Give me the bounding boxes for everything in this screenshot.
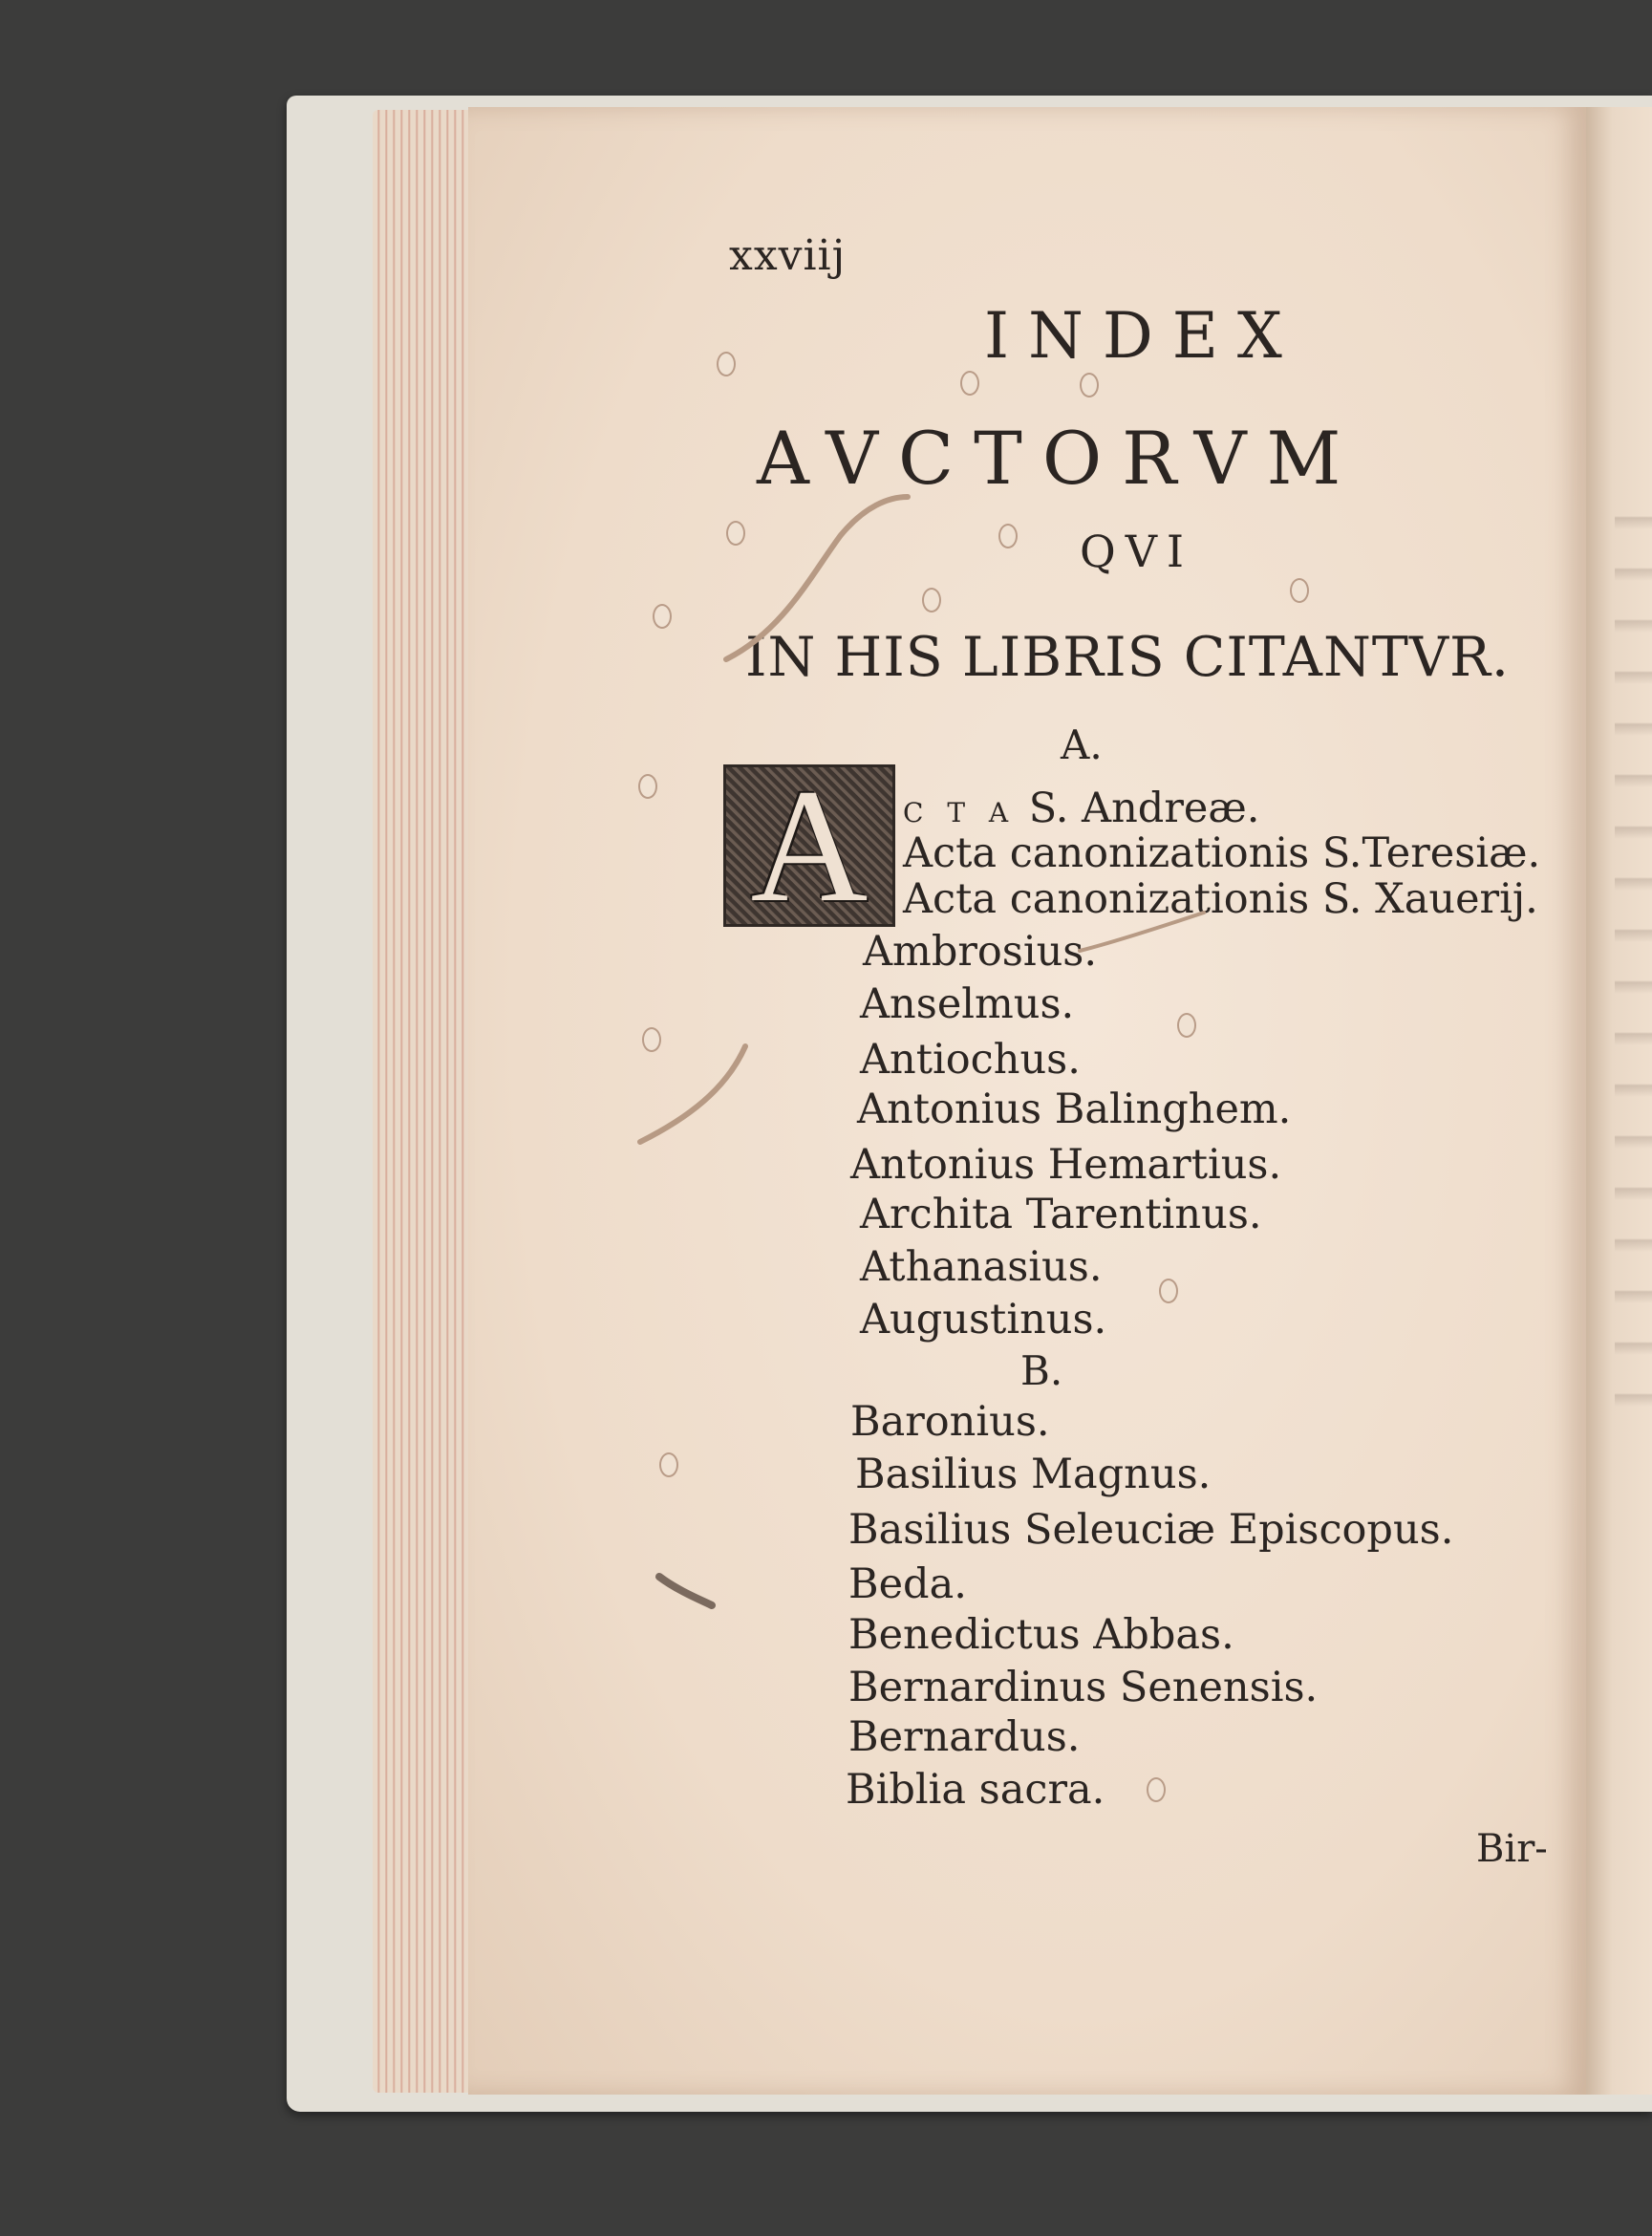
index-entry: Baronius. xyxy=(850,1398,1050,1446)
index-entry: Ambrosius. xyxy=(863,928,1098,976)
page-number: xxviij xyxy=(729,231,847,280)
index-entry: Archita Tarentinus. xyxy=(860,1191,1262,1238)
entry-text: S. Andreæ. xyxy=(1016,785,1260,832)
index-entry: Bernardus. xyxy=(848,1713,1081,1761)
catchword: Bir- xyxy=(1476,1827,1548,1871)
index-entry: Acta canonizationis S. Xauerij. xyxy=(903,875,1538,923)
index-entry: Athanasius. xyxy=(860,1243,1103,1291)
index-entry: Antonius Hemartius. xyxy=(850,1141,1282,1189)
title-qui: QVI xyxy=(1080,526,1194,577)
index-entry: Anselmus. xyxy=(860,980,1075,1028)
entry-lead-smallcaps: C T A xyxy=(903,797,1017,828)
index-entry: Biblia sacra. xyxy=(846,1766,1105,1814)
section-letter-b: B. xyxy=(1020,1347,1063,1394)
index-entry: Basilius Magnus. xyxy=(855,1451,1212,1498)
index-entry: Basilius Seleuciæ Episcopus. xyxy=(848,1506,1454,1554)
index-entry: Beda. xyxy=(848,1560,967,1608)
index-entry: Augustinus. xyxy=(860,1296,1107,1344)
section-letter-a: A. xyxy=(1061,721,1103,768)
index-entry: Benedictus Abbas. xyxy=(848,1611,1234,1659)
drop-cap-letter: A xyxy=(750,756,869,935)
title-auctorum: AVCTORVM xyxy=(757,416,1362,501)
title-subtitle: IN HIS LIBRIS CITANTVR. xyxy=(745,626,1511,689)
index-entry: Antonius Balinghem. xyxy=(857,1086,1292,1133)
index-entry: Antiochus. xyxy=(860,1036,1081,1084)
title-index: INDEX xyxy=(984,299,1301,373)
index-entry: Acta canonizationis S.Teresiæ. xyxy=(903,829,1541,877)
index-entry: Bernardinus Senensis. xyxy=(848,1664,1319,1711)
